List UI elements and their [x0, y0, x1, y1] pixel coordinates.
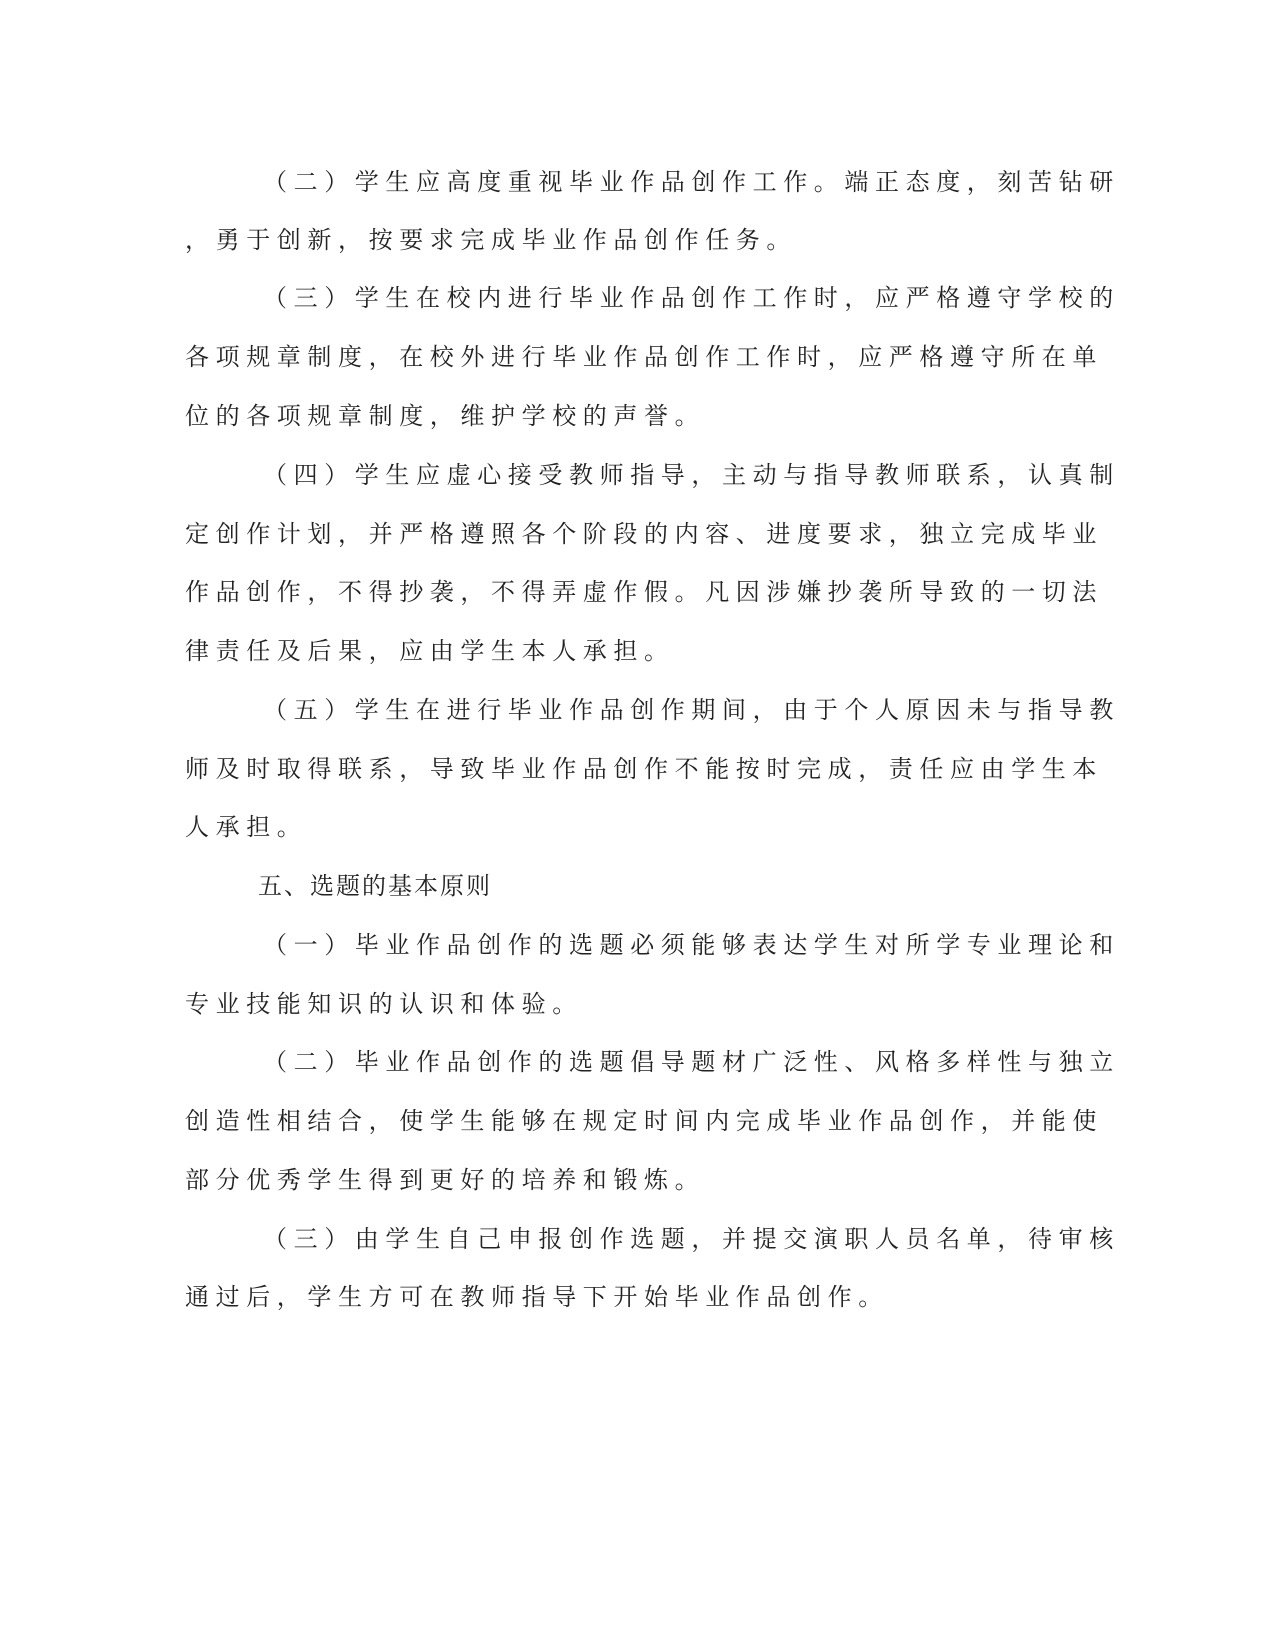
- paragraph-line: 作品创作，不得抄袭，不得弄虚作假。凡因涉嫌抄袭所导致的一切法: [185, 578, 1103, 606]
- paragraph-line: 人承担。: [185, 813, 308, 841]
- paragraph-line: （三）学生在校内进行毕业作品创作工作时，应严格遵守学校的: [263, 284, 1120, 312]
- paragraph-line: （三）由学生自己申报创作选题，并提交演职人员名单，待审核: [263, 1225, 1120, 1253]
- paragraph-line: 各项规章制度，在校外进行毕业作品创作工作时，应严格遵守所在单: [185, 343, 1103, 371]
- paragraph-line: （一）毕业作品创作的选题必须能够表达学生对所学专业理论和: [263, 931, 1120, 959]
- paragraph-line: 位的各项规章制度，维护学校的声誉。: [185, 402, 706, 430]
- paragraph-line: （二）毕业作品创作的选题倡导题材广泛性、风格多样性与独立: [263, 1048, 1120, 1076]
- section-heading: 五、选题的基本原则: [258, 872, 492, 900]
- paragraph-line: （四）学生应虚心接受教师指导，主动与指导教师联系，认真制: [263, 461, 1120, 489]
- paragraph-line: 师及时取得联系，导致毕业作品创作不能按时完成，责任应由学生本: [185, 755, 1103, 783]
- paragraph-line: （二）学生应高度重视毕业作品创作工作。端正态度，刻苦钻研: [263, 168, 1120, 196]
- paragraph-line: 通过后，学生方可在教师指导下开始毕业作品创作。: [185, 1283, 889, 1311]
- paragraph-line: 创造性相结合，使学生能够在规定时间内完成毕业作品创作，并能使: [185, 1107, 1103, 1135]
- paragraph-line: 部分优秀学生得到更好的培养和锻炼。: [185, 1166, 706, 1194]
- paragraph-line: 专业技能知识的认识和体验。: [185, 990, 583, 1018]
- paragraph-line: 定创作计划，并严格遵照各个阶段的内容、进度要求，独立完成毕业: [185, 520, 1103, 548]
- paragraph-line: ，勇于创新，按要求完成毕业作品创作任务。: [185, 226, 797, 254]
- paragraph-line: （五）学生在进行毕业作品创作期间，由于个人原因未与指导教: [263, 696, 1120, 724]
- paragraph-line: 律责任及后果，应由学生本人承担。: [185, 637, 675, 665]
